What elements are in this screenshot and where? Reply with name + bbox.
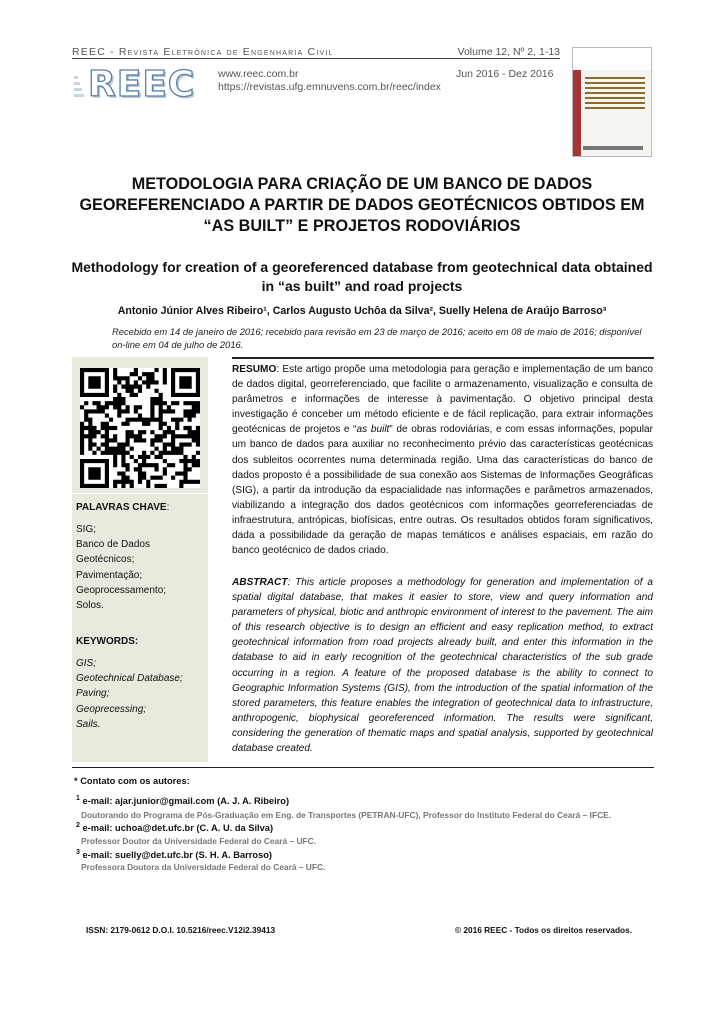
list-item: Sails. (76, 718, 101, 730)
keywords-list (76, 656, 183, 732)
list-item: Solos. (76, 600, 104, 612)
list-item: Geoprecessing; (76, 703, 147, 715)
qr-code-icon (80, 368, 200, 488)
paper-title: METODOLOGIA PARA CRIAÇÃO DE UM BANCO DE DADOS GEOREFERENCIADO A PARTIR DE DADOS GEOTÉCNICOS OBTIDOS EM “AS BUILT” E PROJETOS RODOVIÁRIOS (79, 175, 645, 235)
abstract-paragraph: ABSTRACT: This article proposes a methodology for generation and implementation of a spatial digital database, that makes it easier to store, view and query information and parameters of physical, biotic and anthropic environment of interest to the pavement. The aim of this research objective is to design an efficient and easy replication method, to extract geotechnical information from road projects already built, and enter this information in the database to aid in early recognition of the geotechnical characteristics of the sub grade occurring in a region. A feature of the proposed database is the ability to connect to Geographic Information Systems (GIS), from the introduction of the spatial information of the stored parameters, this feature enables the integration of geotechnical data to infrastructure, anthropogenic, biophysical georeferenced information. The results were significant, considering the generation of thematic maps and spatial analysis, supported by geotechnical database created. (232, 577, 653, 755)
journal-header (72, 46, 560, 58)
contact-email-2[interactable]: $^2$ e-mail: uchoa@det.ufc.br (C. A. U. da Silva) (76, 822, 274, 834)
header-divider (72, 58, 560, 59)
contact-affiliation-3: Professora Doutora da Universidade Federal do Ceará – UFC. (81, 862, 326, 872)
list-item: Geotechnical Database; (76, 673, 183, 685)
resumo-label: RESUMO (232, 364, 277, 375)
author-list: Antonio Júnior Alves Ribeiro¹, Carlos Augusto Uchôa da Silva², Suelly Helena de Araújo Barroso³ (117, 305, 607, 317)
journal-cover-thumbnail (572, 47, 652, 157)
palavras-chave-list (76, 522, 166, 613)
contact-email-3[interactable]: $^3$ e-mail: suelly@det.ufc.br (S. H. A. Barroso) (76, 849, 273, 861)
journal-name: REEC - Revista Eletrônica de Engenharia Civil (72, 46, 334, 58)
footer-copyright: © 2016 REEC - Todos os direitos reservados. (455, 925, 633, 935)
list-item: Pavimentação; (76, 569, 143, 581)
keywords-heading: KEYWORDS: (76, 636, 139, 647)
abstract-bottom-rule (72, 767, 654, 768)
abstract-top-rule (232, 357, 654, 359)
contact-affiliation-2: Professor Doutor da Universidade Federal do Ceará – UFC. (81, 836, 317, 846)
sidebar-divider (72, 493, 208, 494)
paper-subtitle: Methodology for creation of a georeferenced database from geotechnical data obtained in “as built” and road projects (71, 259, 653, 294)
list-item: GIS; (76, 658, 97, 669)
issue-dates: Jun 2016 - Dez 2016 (456, 68, 554, 80)
abstract-label: ABSTRACT (232, 577, 288, 588)
received-dates: Recebido em 14 de janeiro de 2016; recebido para revisão em 23 de março de 2016; aceito em 08 de maio de 2016; disponível on-line em 04 de julho de 2016. (112, 326, 642, 350)
contacts-heading: * Contato com os autores: (74, 776, 190, 786)
palavras-chave-heading: PALAVRAS CHAVE: (76, 502, 170, 513)
reec-logo (74, 66, 214, 104)
index-link[interactable]: https://revistas.ufg.emnuvens.com.br/reec/index (218, 81, 441, 93)
list-item: Geotécnicos; (76, 554, 135, 566)
list-item: Banco de Dados (76, 539, 150, 551)
site-link[interactable]: www.reec.com.br (218, 68, 299, 80)
logo-text: REEC (88, 64, 196, 105)
footer-issn-doi: ISSN: 2179-0612 D.O.I. 10.5216/reec.V12i2.39413 (86, 925, 276, 935)
journal-urls (218, 68, 441, 94)
contact-affiliation-1: Doutorando do Programa de Pós-Graduação em Eng. de Transportes (PETRAN-UFC), Professor do Instituto Federal do Ceará – IFCE. (81, 810, 612, 820)
list-item: Paving; (76, 688, 110, 700)
contact-email-1[interactable]: $^1$ e-mail: ajar.junior@gmail.com (A. J. A. Ribeiro) (76, 795, 290, 807)
list-item: Geoprocessamento; (76, 584, 167, 596)
resumo-paragraph: RESUMO: Este artigo propõe uma metodologia para geração e implementação de um banco de dados digital, georreferenciado, que facilite o armazenamento, visualização e consulta de parâmetros e informações de interesse à pavimentação. O objetivo principal desta investigação é conceber um método eficiente e de fácil replicação, para extrair informações geotécnicas de projetos e “as built” de obras rodoviárias, e com essas informações, popular um banco de dados para auxiliar no reconhecimento prévio das características geotécnicas dos subleitos ocorrentes numa determinada região. Uma das características do banco de dados proposto é a possibilidade de sua conexão aos Sistemas de Informações Geográficas (SIG), a partir da introdução da espacialidade nas informações e parâmetros armazenados, viabilizando a integração dos dados geotécnicos com informações georreferenciadas de infraestrutura, antrópicas, biofísicas, entre outras. Os resultados obtidos foram significativos, dada a possibilidade da geração de mapas temáticos e análises espaciais, em razão do banco geotécnico de dados criado. (232, 364, 654, 557)
list-item: SIG; (76, 524, 97, 535)
volume-info: Volume 12, Nº 2, 1-13 (457, 46, 560, 58)
